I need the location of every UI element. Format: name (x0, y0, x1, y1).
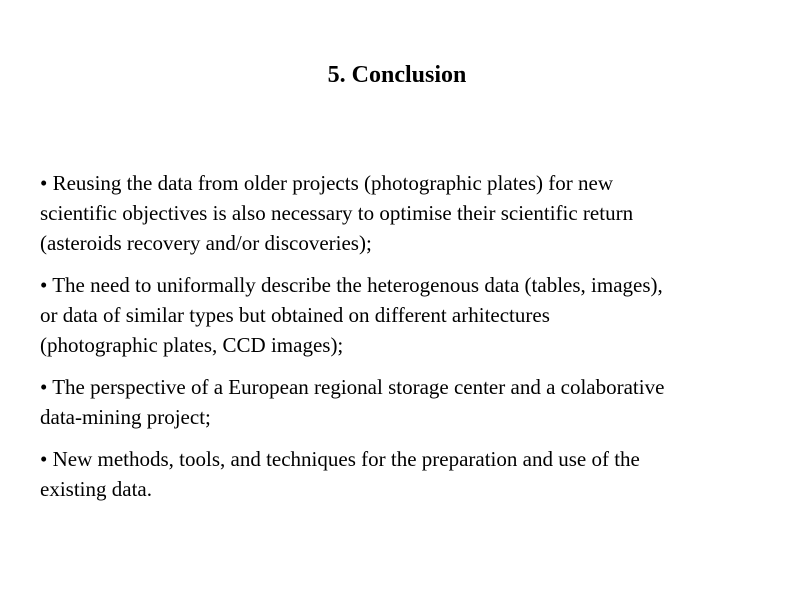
bullet-item-storage-center: • The perspective of a European regional storage center and a colaborative data-mining project; (40, 375, 665, 429)
bullet-item-reusing-data: • Reusing the data from older projects (photographic plates) for new scientific objectives is also necessary to optimise their scientific return (asteroids recovery and/or discoveries); (40, 171, 634, 255)
bullet-item-new-methods: • New methods, tools, and techniques for the preparation and use of the existing data. (40, 447, 640, 501)
slide-title: 5. Conclusion (327, 62, 467, 88)
bullet-list (40, 168, 770, 516)
bullet-item-uniform-description: • The need to uniformally describe the heterogenous data (tables, images), or data of similar types but obtained on different arhitectures (photographic plates, CCD images); (40, 273, 663, 357)
